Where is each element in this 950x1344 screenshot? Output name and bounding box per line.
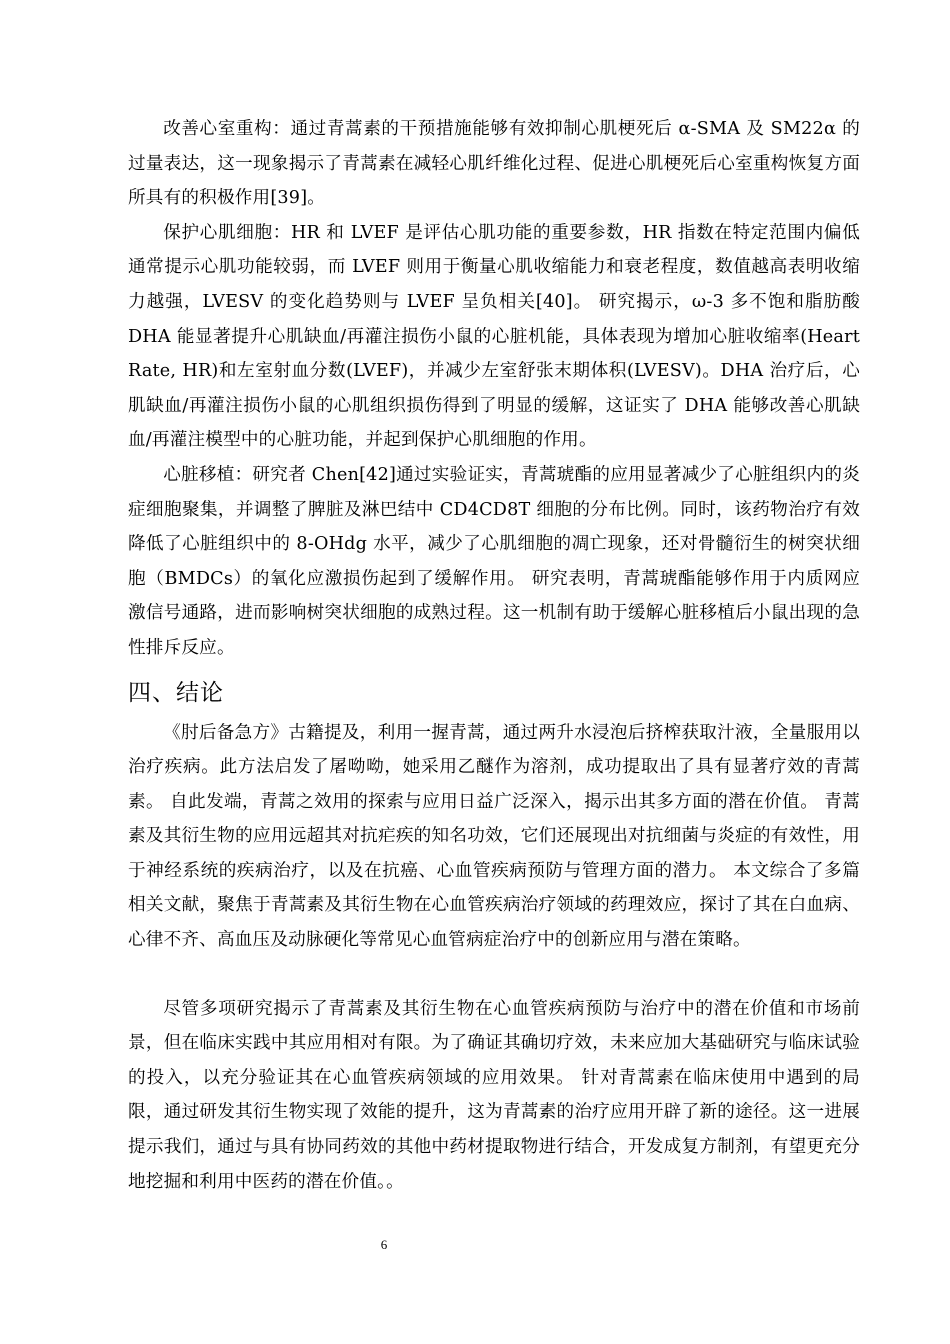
section-heading-conclusion: 四、结论 [128,679,224,706]
paragraph-conclusion-history: 《肘后备急方》古籍提及，利用一握青蒿，通过两升水浸泡后挤榨获取汁液，全量服用以治疗疾病。此方法启发了屠呦呦，她采用乙醚作为溶剂，成功提取出了具有显著疗效的青蒿素。 自此发端，青蒿之效用的探索与应用日益广泛深入，揭示出其多方面的潜在价值。 青蒿素及其衍生物的应用远超其对抗疟疾的知名功效，它们还展现出对抗细菌与炎症的有效性，用于神经系统的疾病治疗，以及在抗癌、心血管疾病预防与管理方面的潜力。 本文综合了多篇相关文献，聚焦于青蒿素及其衍生物在心血管疾病治疗领域的药理效应，探讨了其在白血病、心律不齐、高血压及动脉硬化等常见心血管病症治疗中的创新应用与潜在策略。 [128,722,860,951]
paragraph-conclusion-outlook: 尽管多项研究揭示了青蒿素及其衍生物在心血管疾病预防与治疗中的潜在价值和市场前景，但在临床实践中其应用相对有限。为了确证其确切疗效，未来应加大基础研究与临床试验的投入，以充分验证其在心血管疾病领域的应用效果。 针对青蒿素在临床使用中遇到的局限，通过研发其衍生物实现了效能的提升，这为青蒿素的治疗应用开辟了新的途径。这一进展提示我们，通过与具有协同药效的其他中药材提取物进行结合，开发成复方制剂，有望更充分地挖掘和利用中医药的潜在价值。。 [128,998,860,1192]
page-body [128,112,860,1199]
paragraph-heart-transplant: 心脏移植：研究者 Chen[42]通过实验证实，青蒿琥酯的应用显著减少了心脏组织内的炎症细胞聚集，并调整了脾脏及淋巴结中 CD4CD8T 细胞的分布比例。同时，该药物治疗有效降低了心脏组织中的 8-OHdg 水平，减少了心肌细胞的凋亡现象，还对骨髓衍生的树突状细胞（BMDCs）的氧化应激损伤起到了缓解作用。 研究表明，青蒿琥酯能够作用于内质网应激信号通路，进而影响树突状细胞的成熟过程。这一机制有助于缓解心脏移植后小鼠出现的急性排斥反应。 [128,464,860,658]
paragraph-cardiomyocyte-protection: 保护心肌细胞：HR 和 LVEF 是评估心肌功能的重要参数，HR 指数在特定范围内偏低通常提示心肌功能较弱，而 LVEF 则用于衡量心肌收缩能力和衰老程度，数值越高表明收缩力越强，LVESV 的变化趋势则与 LVEF 呈负相关[40]。 研究揭示，ω-3 多不饱和脂肪酸 DHA 能显著提升心肌缺血/再灌注损伤小鼠的心脏机能，具体表现为增加心脏收缩率(Heart Rate, HR)和左室射血分数(LVEF)，并减少左室舒张末期体积(LVESV)。DHA 治疗后，心肌缺血/再灌注损伤小鼠的心肌组织损伤得到了明显的缓解，这证实了 DHA 能够改善心肌缺血/再灌注模型中的心脏功能，并起到保护心肌细胞的作用。 [128,222,860,451]
paragraph-spacer [128,958,860,992]
page-number: 6 [380,1237,388,1252]
paragraph-ventricular-remodeling: 改善心室重构：通过青蒿素的干预措施能够有效抑制心肌梗死后 α-SMA 及 SM22α 的过量表达，这一现象揭示了青蒿素在减轻心肌纤维化过程、促进心肌梗死后心室重构恢复方面所具有的积极作用[39]。 [128,119,860,209]
